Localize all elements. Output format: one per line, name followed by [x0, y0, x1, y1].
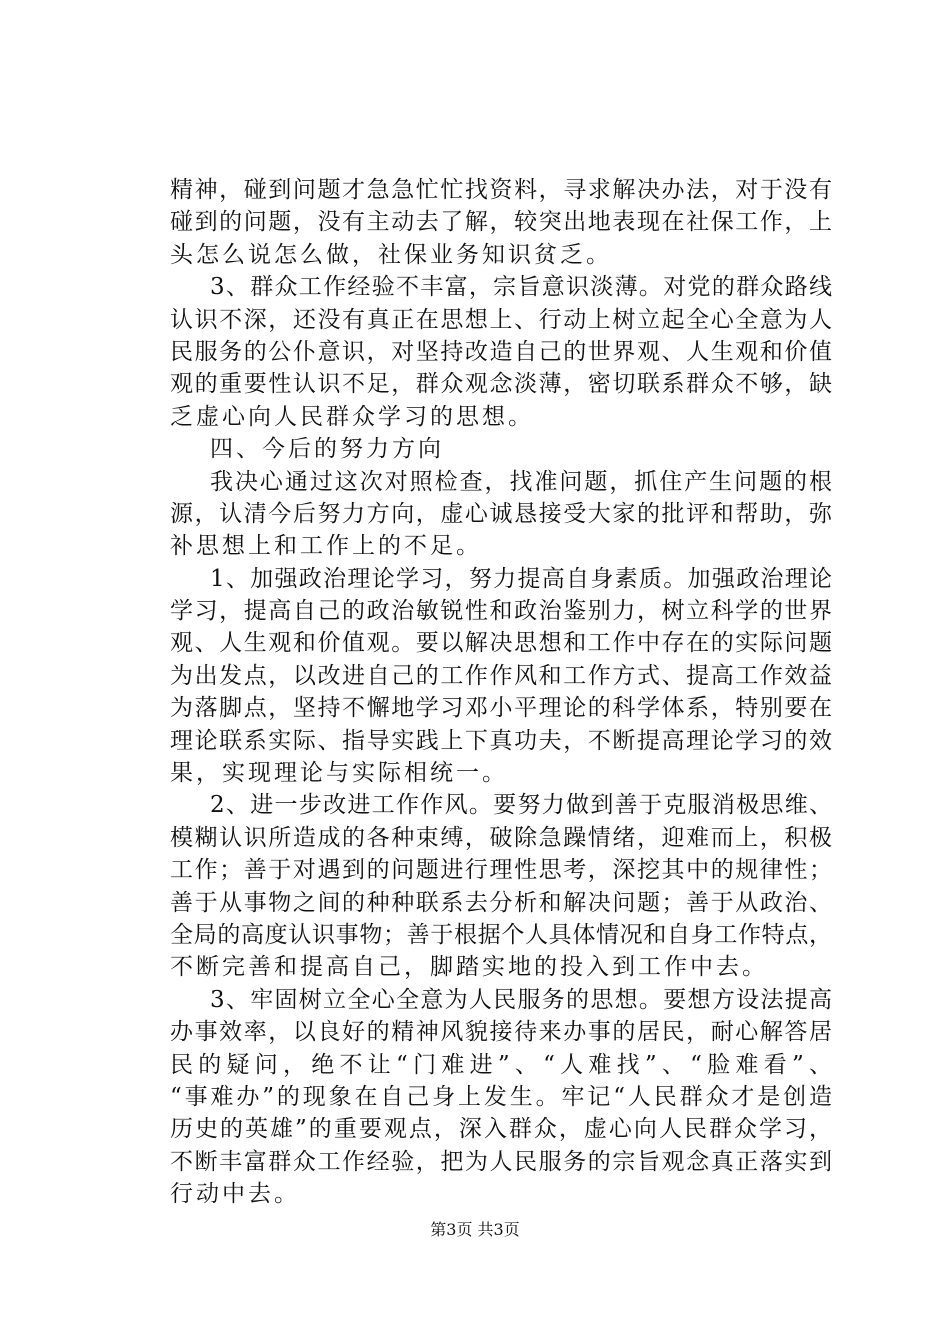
text-line: 乏虚心向人民群众学习的思想。: [170, 403, 534, 430]
text-line: 全局的高度认识事物；善于根据个人具体情况和自身工作特点，: [170, 921, 832, 948]
document-body: [170, 174, 832, 1211]
text-line: 源，认清今后努力方向，虚心诚恳接受大家的批评和帮助，弥: [170, 500, 832, 527]
text-line: 观、人生观和价值观。要以解决思想和工作中存在的实际问题: [170, 630, 832, 657]
text-line: 2、进一步改进工作作风。要努力做到善于克服消极思维、: [210, 792, 832, 819]
page-footer: [0, 1217, 950, 1240]
page-number-label: 第3页 共3页: [430, 1220, 520, 1239]
text-line: 工作；善于对遇到的问题进行理性思考，深挖其中的规律性；: [170, 857, 832, 884]
text-line: 民的疑问，绝不让“门难进”、“人难找”、“脸难看”、: [170, 1051, 832, 1078]
text-line: 不断完善和提高自己，脚踏实地的投入到工作中去。: [170, 954, 768, 981]
text-line: 头怎么说怎么做，社保业务知识贫乏。: [170, 241, 612, 268]
text-line: 3、牢固树立全心全意为人民服务的思想。要想方设法提高: [210, 986, 832, 1013]
text-line: 四、今后的努力方向: [210, 436, 444, 463]
text-line: “事难办”的现象在自己身上发生。牢记“人民群众才是创造: [170, 1083, 832, 1110]
text-line: 模糊认识所造成的各种束缚，破除急躁情绪，迎难而上，积极: [170, 824, 832, 851]
text-line: 观的重要性认识不足，群众观念淡薄，密切联系群众不够，缺: [170, 371, 832, 398]
text-line: 善于从事物之间的种种联系去分析和解决问题；善于从政治、: [170, 889, 832, 916]
text-line: 行动中去。: [170, 1181, 300, 1208]
text-line: 学习，提高自己的政治敏锐性和政治鉴别力，树立科学的世界: [170, 598, 832, 625]
text-line: 为落脚点，坚持不懈地学习邓小平理论的科学体系，特别要在: [170, 695, 832, 722]
text-line: 办事效率，以良好的精神风貌接待来办事的居民，耐心解答居: [170, 1019, 832, 1046]
text-line: 历史的英雄”的重要观点，深入群众，虚心向人民群众学习，: [170, 1116, 832, 1143]
text-line: 3、群众工作经验不丰富，宗旨意识淡薄。对党的群众路线: [210, 274, 832, 301]
text-line: 为出发点，以改进自己的工作作风和工作方式、提高工作效益: [170, 662, 832, 689]
text-line: 民服务的公仆意识，对坚持改造自己的世界观、人生观和价值: [170, 338, 832, 365]
text-line: 果，实现理论与实际相统一。: [170, 760, 508, 787]
text-line: 碰到的问题，没有主动去了解，较突出地表现在社保工作，上: [170, 209, 832, 236]
text-line: 补思想上和工作上的不足。: [170, 533, 482, 560]
text-line: 不断丰富群众工作经验，把为人民服务的宗旨观念真正落实到: [170, 1148, 832, 1175]
text-line: 我决心通过这次对照检查，找准问题，抓住产生问题的根: [210, 468, 832, 495]
text-line: 理论联系实际、指导实践上下真功夫，不断提高理论学习的效: [170, 727, 832, 754]
text-line: 认识不深，还没有真正在思想上、行动上树立起全心全意为人: [170, 306, 832, 333]
text-line: 1、加强政治理论学习，努力提高自身素质。加强政治理论: [210, 565, 832, 592]
text-line: 精神，碰到问题才急急忙忙找资料，寻求解决办法，对于没有: [170, 177, 832, 203]
